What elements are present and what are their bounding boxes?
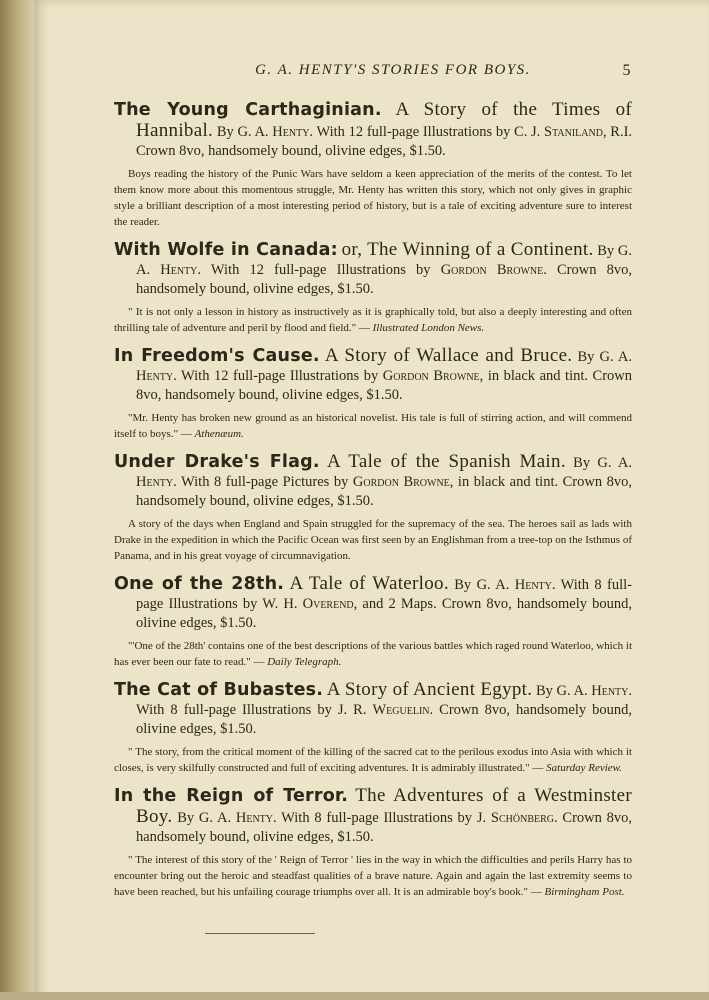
book-description	[114, 852, 632, 900]
description-text: A story of the days when England and Spain struggled for the supremacy of the sea. The heroes sail as lads with Drake in the expedition in which the Pacific Ocean was first seen by an Englishman from a tree-top on the Isthmus of Panama, and in his great voyage of circumnavigation.	[114, 518, 632, 562]
book-entry	[114, 346, 632, 442]
book-subtitle: A Story of the Times of Hannibal.	[136, 99, 632, 141]
author-name: Henty	[136, 474, 174, 490]
book-title: In the Reign of Terror.	[114, 786, 349, 806]
book-description	[114, 744, 632, 776]
illustration-info: . With 12 full-page Illustrations by	[197, 262, 431, 278]
author-prefix: By G. A.	[535, 683, 588, 699]
illustration-info: . With 12 full-page Illustrations by C. J.	[309, 124, 541, 140]
author-prefix: By G. A.	[177, 810, 232, 826]
review-source: Illustrated London News.	[372, 322, 485, 334]
description-text: " It is not only a lesson in history as instructively as it is graphically told, but also a deeply interesting and often thrilling tale of adventure and peril by flood and field." —	[114, 306, 632, 334]
book-title: One of the 28th.	[114, 574, 285, 594]
book-heading	[114, 786, 632, 847]
catalog-page	[34, 0, 709, 1000]
page-content	[114, 62, 632, 910]
review-source: Saturday Review.	[546, 762, 622, 774]
edition-details: . Crown 8vo, handsomely bound, olivine edges, $1.50.	[136, 702, 633, 737]
book-heading	[114, 240, 632, 299]
book-entry	[114, 786, 632, 900]
book-subtitle: A Tale of the Spanish Main.	[326, 451, 566, 472]
book-title: In Freedom's Cause.	[114, 346, 320, 366]
illustration-info: . With 8 full-page Pictures by	[173, 474, 349, 490]
illustrator-name: Schönberg	[490, 810, 554, 826]
edition-details: . Crown 8vo, handsomely bound, olivine edges, $1.50.	[136, 810, 633, 845]
book-entry	[114, 100, 632, 230]
book-description	[114, 410, 632, 442]
book-spine	[0, 0, 34, 1000]
review-source: Daily Telegraph.	[267, 656, 342, 668]
illustration-info: . With 12 full-page Illustrations by	[173, 368, 379, 384]
book-heading	[114, 574, 632, 633]
illustrator-name: Overend	[302, 596, 354, 612]
review-source: Athenæum.	[194, 428, 244, 440]
illustration-info: . With 8 full-page Illustrations by W. H.	[136, 577, 633, 612]
edition-details: , in black and tint. Crown 8vo, handsomely bound, olivine edges, $1.50.	[136, 368, 633, 403]
edition-details: . Crown 8vo, handsomely bound, olivine edges, $1.50.	[136, 262, 632, 297]
description-text: "Mr. Henty has broken new ground as an historical novelist. His tale is full of stirring action, and will commend itself to boys." —	[114, 412, 632, 440]
author-name: Henty	[591, 683, 629, 699]
review-source: Birmingham Post.	[544, 886, 625, 898]
author-name: Henty	[272, 124, 310, 140]
book-title: The Cat of Bubastes.	[114, 680, 324, 700]
edition-details: , and 2 Maps. Crown 8vo, handsomely bound, olivine edges, $1.50.	[136, 596, 633, 631]
description-text: "'One of the 28th' contains one of the best descriptions of the various battles which raged round Waterloo, which it has ever been our fate to read." —	[114, 640, 632, 668]
book-entry	[114, 452, 632, 564]
book-list	[114, 100, 632, 900]
illustration-info: . With 8 full-page Illustrations by J. R.	[136, 683, 633, 718]
illustrator-name: Weguelin	[372, 702, 430, 718]
author-name: Henty	[514, 577, 552, 593]
page-number: 5	[622, 62, 632, 79]
book-subtitle: A Tale of Waterloo.	[289, 573, 449, 594]
book-subtitle: A Story of Ancient Egypt.	[326, 679, 533, 700]
author-name: Henty	[136, 368, 174, 384]
running-head	[114, 62, 632, 84]
description-text: " The story, from the critical moment of the killing of the sacred cat to the perilous exodus into Asia with which it closes, is very skilfully constructed and full of exciting adventures. It is admirably illustrated." —	[114, 746, 632, 774]
book-entry	[114, 680, 632, 776]
end-rule	[205, 933, 315, 934]
description-text: Boys reading the history of the Punic Wars have seldom a keen appreciation of the merits of the contest. To let them know more about this momentous struggle, Mr. Henty has written this story, which not only gives in graphic style a brilliant description of a most interesting period of history, but is a tale of exciting adventure sure to interest the reader.	[114, 168, 632, 228]
book-subtitle: A Story of Wallace and Bruce.	[324, 345, 573, 366]
author-prefix: By G. A.	[577, 349, 633, 365]
edition-details: , R.I. Crown 8vo, handsomely bound, olivine edges, $1.50.	[136, 124, 633, 159]
book-entry	[114, 574, 632, 670]
author-prefix: By G. A.	[573, 455, 633, 471]
book-title: The Young Carthaginian.	[114, 100, 382, 120]
page-bottom-edge	[0, 992, 709, 1000]
illustrator-name: Gordon Browne	[382, 368, 480, 384]
book-subtitle: The Adventures of a Westminster Boy.	[136, 785, 632, 827]
author-name: Henty	[160, 262, 198, 278]
book-title: With Wolfe in Canada:	[114, 240, 338, 260]
author-prefix: By G. A.	[216, 124, 269, 140]
illustrator-name: Staniland	[544, 124, 603, 140]
illustrator-name: Gordon Browne	[440, 262, 544, 278]
book-heading	[114, 452, 632, 511]
author-prefix: By G. A.	[454, 577, 510, 593]
illustrator-name: Gordon Browne	[352, 474, 450, 490]
author-prefix: By G. A.	[136, 243, 633, 278]
book-heading	[114, 680, 632, 739]
book-entry	[114, 240, 632, 336]
book-description	[114, 516, 632, 564]
running-head-title: G. A. HENTY'S STORIES FOR BOYS.	[255, 62, 531, 78]
book-heading	[114, 100, 632, 161]
description-text: " The interest of this story of the ' Reign of Terror ' lies in the way in which the difficulties and perils Harry has to encounter bring out the heroic and steadfast qualities of a brave nature. Again and again the last extremity seems to have been reached, but his unfailing courage triumphs over all. It is an admirable boy's book." —	[114, 854, 632, 898]
book-description	[114, 638, 632, 670]
illustration-info: . With 8 full-page Illustrations by J.	[273, 810, 487, 826]
book-description	[114, 166, 632, 230]
book-heading	[114, 346, 632, 405]
book-description	[114, 304, 632, 336]
book-title: Under Drake's Flag.	[114, 452, 320, 472]
book-subtitle: or, The Winning of a Continent.	[341, 239, 594, 260]
edition-details: , in black and tint. Crown 8vo, handsomely bound, olivine edges, $1.50.	[136, 474, 632, 509]
author-name: Henty	[235, 810, 274, 826]
